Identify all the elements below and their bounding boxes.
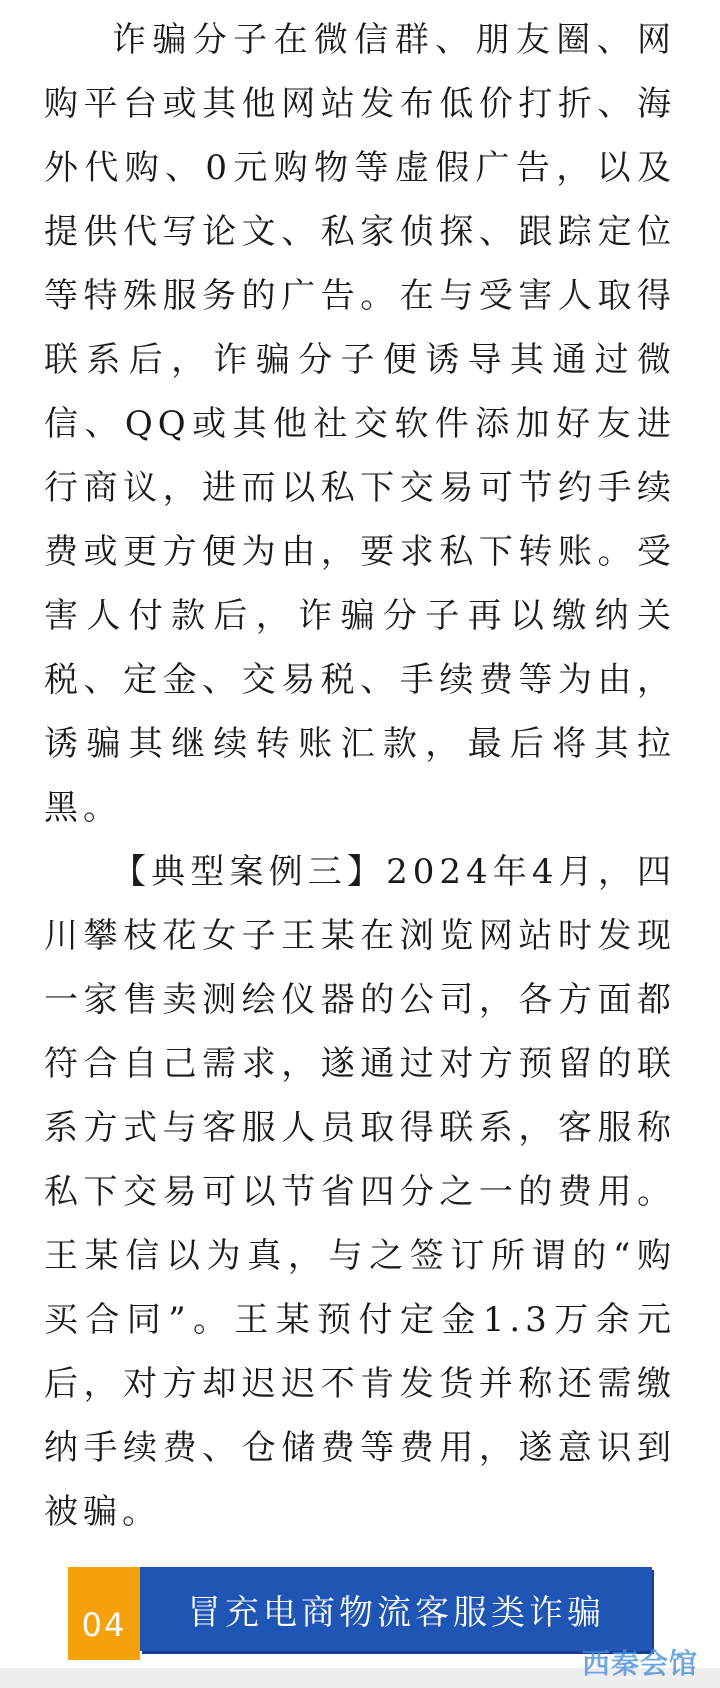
typical-case-three-paragraph: 【典型案例三】2024年4月，四川攀枝花女子王某在浏览网站时发现一家售卖测绘仪器的公司，各方面都符合自己需求，遂通过对方预留的联系方式与客服人员取得联系，客服称私下交易可以节省四分之一的费用。王某信以为真，与之签订所谓的“购买合同”。王某预付定金1.3万余元后，对方却迟迟不肯发货并称还需缴纳手续费、仓储费等费用，遂意识到被骗。	[44, 852, 676, 1532]
section-number-box	[68, 1567, 140, 1660]
section-number: 04	[81, 1606, 127, 1644]
site-watermark-logo: 西秦会馆	[581, 1647, 698, 1680]
section-heading-banner	[68, 1567, 652, 1660]
section-title: 冒充电商物流客服类诈骗	[187, 1592, 605, 1633]
article-body	[44, 8, 676, 1544]
section-title-box	[140, 1567, 652, 1651]
scam-description-paragraph: 诈骗分子在微信群、朋友圈、网购平台或其他网站发布低价打折、海外代购、0元购物等虚假广告，以及提供代写论文、私家侦探、跟踪定位等特殊服务的广告。在与受害人取得联系后，诈骗分子便诱导其通过微信、QQ或其他社交软件添加好友进行商议，进而以私下交易可节约手续费或更方便为由，要求私下转账。受害人付款后，诈骗分子再以缴纳关税、定金、交易税、手续费等为由，诱骗其继续转账汇款，最后将其拉黑。	[44, 20, 676, 828]
